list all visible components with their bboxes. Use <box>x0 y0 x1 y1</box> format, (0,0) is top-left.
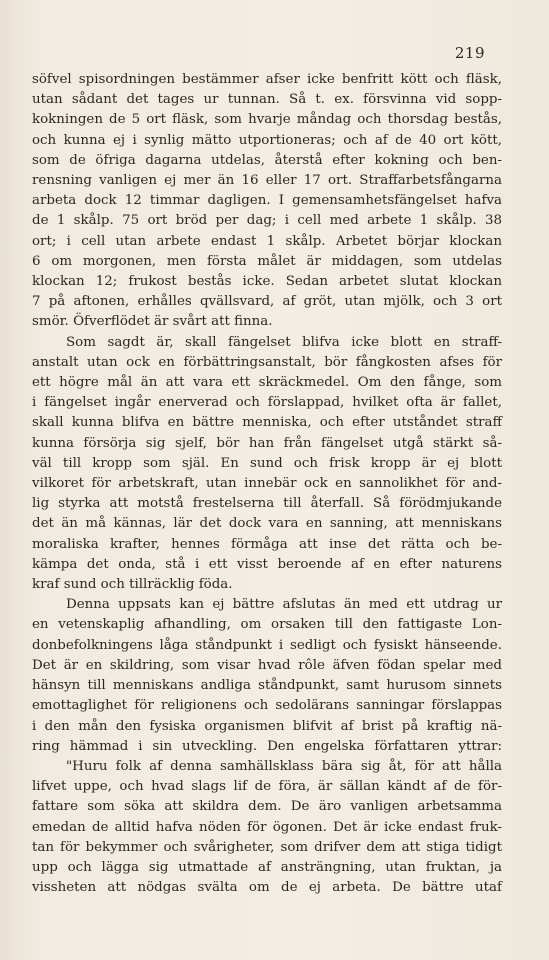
text-line: anstalt utan ock en förbättringsanstalt, bör fångkosten afses för <box>32 354 502 370</box>
text-line: vissheten att nödgas svälta om de ej arbeta. De bättre utaf <box>32 880 502 896</box>
text-line: smör. Öfverflödet är svårt att finna. <box>32 314 273 330</box>
text-line: söfvel spisordningen bestämmer afser icke benfritt kött och fläsk, <box>32 72 502 87</box>
text-line: donbefolkningens låga ståndpunkt i sedligt och fysiskt hänseende. <box>32 637 502 653</box>
text-line: kraf sund och tillräcklig föda. <box>32 577 233 593</box>
text-line: utan sådant det tages ur tunnan. Så t. ex. försvinna vid sopp- <box>32 92 502 108</box>
text-line: fattare som söka att skildra dem. De äro vanligen arbetsamma <box>32 799 502 815</box>
text-line: 6 om morgonen, men första målet är middagen, som utdelas <box>32 253 502 269</box>
text-line: Det är en skildring, som visar hvad rôle äfven födan spelar med <box>32 657 502 673</box>
text-line: rensning vanligen ej mer än 16 eller 17 ort. Straffarbetsfångarna <box>32 173 502 189</box>
page-number: 219 <box>454 44 485 62</box>
text-line: upp och lägga sig utmattade af ansträngning, utan fruktan, ja <box>32 859 502 875</box>
text-line: emedan de alltid hafva nöden för ögonen. Det är icke endast fruk- <box>32 819 502 835</box>
text-line: skall kunna blifva en bättre menniska, och efter utståndet straff <box>32 415 502 431</box>
text-line: arbeta dock 12 timmar dagligen. I gemensamhetsfängelset hafva <box>32 193 502 209</box>
text-line: "Huru folk af denna samhällsklass bära sig åt, för att hålla <box>66 758 502 774</box>
text-line: de 1 skålp. 75 ort bröd per dag; i cell med arbete 1 skålp. 38 <box>32 213 502 229</box>
text-line: som de öfriga dagarna utdelas, återstå efter kokning och ben- <box>32 152 502 168</box>
text-line: kunna försörja sig sjelf, bör han från fängelset utgå stärkt så- <box>32 435 502 451</box>
text-line: ort; i cell utan arbete endast 1 skålp. Arbetet börjar klockan <box>32 233 502 249</box>
text-line: ring hämmad i sin utveckling. Den engelska författaren yttrar: <box>32 738 502 754</box>
body-text <box>32 70 502 898</box>
text-line: i fängelset ingår enerverad och förslappad, hvilket ofta är fallet, <box>32 395 502 411</box>
text-line: klockan 12; frukost bestås icke. Sedan arbetet slutat klockan <box>32 274 502 290</box>
text-line: och kunna ej i synlig mätto utportioneras; och af de 40 ort kött, <box>32 132 502 148</box>
text-line: en vetenskaplig afhandling, om orsaken till den fattigaste Lon- <box>32 617 502 633</box>
text-line: det än må kännas, lär det dock vara en sanning, att menniskans <box>32 516 502 532</box>
text-line: lig styrka att motstå frestelserna till återfall. Så förödmjukande <box>32 496 502 512</box>
text-line: ett högre mål än att vara ett skräckmedel. Om den fånge, som <box>32 375 502 391</box>
text-line: emottaglighet för religionens och sedolärans sanningar förslappas <box>32 698 502 714</box>
text-line: 7 på aftonen, erhålles qvällsvard, af gröt, utan mjölk, och 3 ort <box>32 294 502 310</box>
text-line: kämpa det onda, stå i ett visst beroende af en efter naturens <box>32 556 502 572</box>
text-line: kokningen de 5 ort fläsk, som hvarje måndag och thorsdag bestås, <box>32 112 502 128</box>
text-line: Denna uppsats kan ej bättre afslutas än med ett utdrag ur <box>66 597 502 613</box>
text-line: i den mån den fysiska organismen blifvit af brist på kraftig nä- <box>32 718 502 734</box>
text-line: lifvet uppe, och hvad slags lif de föra, är sällan kändt af de för- <box>32 779 502 795</box>
text-line: hänsyn till menniskans andliga ståndpunkt, samt hurusom sinnets <box>32 678 502 694</box>
text-line: vilkoret för arbetskraft, utan innebär ock en sannolikhet för and- <box>32 476 502 492</box>
text-line: moraliska krafter, hennes förmåga att inse det rätta och be- <box>32 536 502 552</box>
text-line: Som sagdt är, skall fängelset blifva icke blott en straff- <box>66 334 502 350</box>
text-line: väl till kropp som själ. En sund och frisk kropp är ej blott <box>32 455 502 471</box>
text-line: tan för bekymmer och svårigheter, som drifver dem att stiga tidigt <box>32 839 502 855</box>
